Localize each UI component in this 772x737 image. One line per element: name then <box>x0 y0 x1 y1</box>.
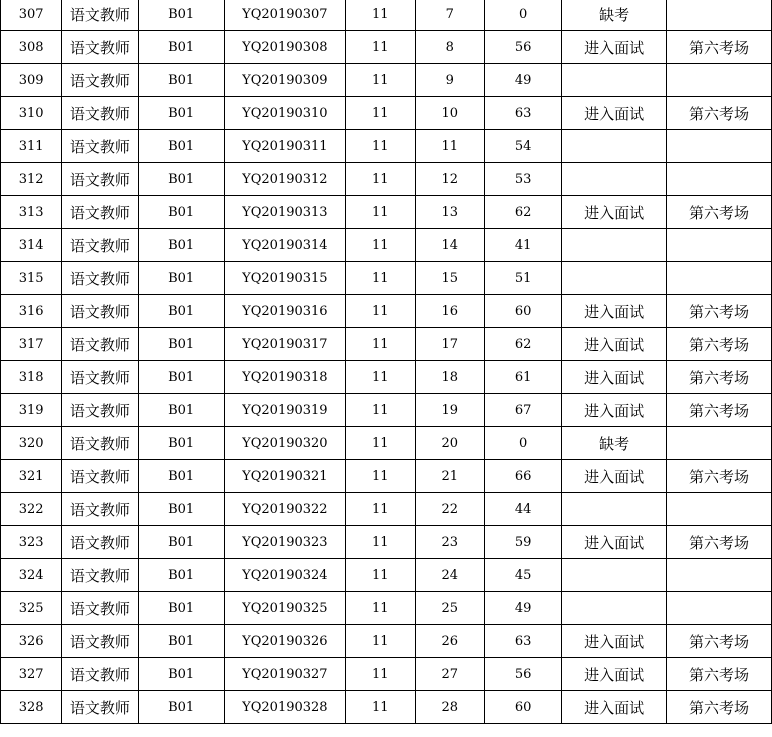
table-row <box>1 361 772 394</box>
seat-number-cell: 8 <box>415 31 485 64</box>
post-code-cell: B01 <box>138 262 224 295</box>
table-body <box>1 0 772 724</box>
seq-cell: 311 <box>1 130 62 163</box>
table-row <box>1 295 772 328</box>
post-cell: 语文教师 <box>62 64 138 97</box>
exam-room-cell: 11 <box>346 163 416 196</box>
score-cell: 44 <box>485 493 562 526</box>
seq-cell: 322 <box>1 493 62 526</box>
ticket-number-cell: YQ20190318 <box>224 361 345 394</box>
interview-venue-cell <box>667 163 772 196</box>
exam-room-cell: 11 <box>346 328 416 361</box>
seq-cell: 327 <box>1 658 62 691</box>
post-code-cell: B01 <box>138 460 224 493</box>
table-row <box>1 97 772 130</box>
seat-number-cell: 9 <box>415 64 485 97</box>
ticket-number-cell: YQ20190314 <box>224 229 345 262</box>
status-cell: 进入面试 <box>562 361 667 394</box>
ticket-number-cell: YQ20190319 <box>224 394 345 427</box>
exam-room-cell: 11 <box>346 361 416 394</box>
seat-number-cell: 14 <box>415 229 485 262</box>
score-cell: 49 <box>485 64 562 97</box>
exam-room-cell: 11 <box>346 658 416 691</box>
interview-venue-cell <box>667 130 772 163</box>
score-cell: 63 <box>485 97 562 130</box>
post-code-cell: B01 <box>138 493 224 526</box>
exam-room-cell: 11 <box>346 0 416 31</box>
score-cell: 56 <box>485 31 562 64</box>
exam-room-cell: 11 <box>346 625 416 658</box>
seat-number-cell: 11 <box>415 130 485 163</box>
post-code-cell: B01 <box>138 625 224 658</box>
seat-number-cell: 20 <box>415 427 485 460</box>
score-cell: 59 <box>485 526 562 559</box>
status-cell: 进入面试 <box>562 328 667 361</box>
table-row <box>1 493 772 526</box>
seq-cell: 319 <box>1 394 62 427</box>
score-cell: 53 <box>485 163 562 196</box>
seat-number-cell: 10 <box>415 97 485 130</box>
ticket-number-cell: YQ20190328 <box>224 691 345 724</box>
post-cell: 语文教师 <box>62 262 138 295</box>
post-code-cell: B01 <box>138 559 224 592</box>
seq-cell: 326 <box>1 625 62 658</box>
seq-cell: 320 <box>1 427 62 460</box>
post-cell: 语文教师 <box>62 97 138 130</box>
post-cell: 语文教师 <box>62 460 138 493</box>
ticket-number-cell: YQ20190315 <box>224 262 345 295</box>
status-cell <box>562 559 667 592</box>
score-cell: 66 <box>485 460 562 493</box>
seq-cell: 321 <box>1 460 62 493</box>
status-cell <box>562 262 667 295</box>
interview-venue-cell: 第六考场 <box>667 526 772 559</box>
table-row <box>1 262 772 295</box>
ticket-number-cell: YQ20190317 <box>224 328 345 361</box>
status-cell: 进入面试 <box>562 31 667 64</box>
exam-room-cell: 11 <box>346 31 416 64</box>
seat-number-cell: 17 <box>415 328 485 361</box>
status-cell <box>562 592 667 625</box>
table-row <box>1 196 772 229</box>
seq-cell: 318 <box>1 361 62 394</box>
post-code-cell: B01 <box>138 97 224 130</box>
exam-room-cell: 11 <box>346 559 416 592</box>
ticket-number-cell: YQ20190309 <box>224 64 345 97</box>
post-cell: 语文教师 <box>62 361 138 394</box>
ticket-number-cell: YQ20190311 <box>224 130 345 163</box>
post-cell: 语文教师 <box>62 427 138 460</box>
interview-venue-cell <box>667 262 772 295</box>
exam-room-cell: 11 <box>346 691 416 724</box>
post-cell: 语文教师 <box>62 0 138 31</box>
seq-cell: 315 <box>1 262 62 295</box>
post-code-cell: B01 <box>138 0 224 31</box>
seat-number-cell: 12 <box>415 163 485 196</box>
status-cell: 进入面试 <box>562 658 667 691</box>
interview-venue-cell: 第六考场 <box>667 361 772 394</box>
status-cell: 进入面试 <box>562 460 667 493</box>
seq-cell: 309 <box>1 64 62 97</box>
ticket-number-cell: YQ20190313 <box>224 196 345 229</box>
table-row <box>1 460 772 493</box>
exam-room-cell: 11 <box>346 130 416 163</box>
table-row <box>1 328 772 361</box>
seq-cell: 312 <box>1 163 62 196</box>
ticket-number-cell: YQ20190307 <box>224 0 345 31</box>
seat-number-cell: 24 <box>415 559 485 592</box>
table-row <box>1 64 772 97</box>
score-cell: 56 <box>485 658 562 691</box>
status-cell: 缺考 <box>562 0 667 31</box>
exam-room-cell: 11 <box>346 262 416 295</box>
status-cell <box>562 64 667 97</box>
post-code-cell: B01 <box>138 394 224 427</box>
post-cell: 语文教师 <box>62 658 138 691</box>
post-cell: 语文教师 <box>62 229 138 262</box>
post-cell: 语文教师 <box>62 328 138 361</box>
table-row <box>1 31 772 64</box>
post-cell: 语文教师 <box>62 526 138 559</box>
interview-venue-cell: 第六考场 <box>667 31 772 64</box>
table-row <box>1 394 772 427</box>
score-cell: 41 <box>485 229 562 262</box>
seat-number-cell: 18 <box>415 361 485 394</box>
table-row <box>1 0 772 31</box>
exam-room-cell: 11 <box>346 295 416 328</box>
status-cell: 进入面试 <box>562 295 667 328</box>
seat-number-cell: 25 <box>415 592 485 625</box>
ticket-number-cell: YQ20190324 <box>224 559 345 592</box>
table-row <box>1 427 772 460</box>
seat-number-cell: 7 <box>415 0 485 31</box>
post-code-cell: B01 <box>138 229 224 262</box>
post-cell: 语文教师 <box>62 394 138 427</box>
post-code-cell: B01 <box>138 31 224 64</box>
status-cell <box>562 229 667 262</box>
seq-cell: 308 <box>1 31 62 64</box>
score-cell: 51 <box>485 262 562 295</box>
interview-venue-cell: 第六考场 <box>667 295 772 328</box>
seq-cell: 325 <box>1 592 62 625</box>
interview-venue-cell <box>667 0 772 31</box>
post-code-cell: B01 <box>138 130 224 163</box>
seq-cell: 310 <box>1 97 62 130</box>
post-cell: 语文教师 <box>62 559 138 592</box>
seq-cell: 317 <box>1 328 62 361</box>
seat-number-cell: 27 <box>415 658 485 691</box>
post-cell: 语文教师 <box>62 592 138 625</box>
seat-number-cell: 15 <box>415 262 485 295</box>
ticket-number-cell: YQ20190327 <box>224 658 345 691</box>
seq-cell: 307 <box>1 0 62 31</box>
interview-venue-cell <box>667 559 772 592</box>
post-cell: 语文教师 <box>62 625 138 658</box>
exam-room-cell: 11 <box>346 196 416 229</box>
seat-number-cell: 26 <box>415 625 485 658</box>
status-cell: 进入面试 <box>562 526 667 559</box>
post-code-cell: B01 <box>138 64 224 97</box>
post-cell: 语文教师 <box>62 493 138 526</box>
score-cell: 49 <box>485 592 562 625</box>
status-cell: 进入面试 <box>562 394 667 427</box>
ticket-number-cell: YQ20190325 <box>224 592 345 625</box>
seat-number-cell: 21 <box>415 460 485 493</box>
score-cell: 60 <box>485 691 562 724</box>
score-cell: 60 <box>485 295 562 328</box>
interview-venue-cell <box>667 493 772 526</box>
table-row <box>1 526 772 559</box>
post-cell: 语文教师 <box>62 196 138 229</box>
post-code-cell: B01 <box>138 592 224 625</box>
ticket-number-cell: YQ20190308 <box>224 31 345 64</box>
ticket-number-cell: YQ20190326 <box>224 625 345 658</box>
seq-cell: 324 <box>1 559 62 592</box>
post-code-cell: B01 <box>138 328 224 361</box>
status-cell: 进入面试 <box>562 97 667 130</box>
post-cell: 语文教师 <box>62 163 138 196</box>
score-cell: 0 <box>485 0 562 31</box>
post-code-cell: B01 <box>138 427 224 460</box>
ticket-number-cell: YQ20190320 <box>224 427 345 460</box>
table-row <box>1 691 772 724</box>
seat-number-cell: 19 <box>415 394 485 427</box>
seq-cell: 323 <box>1 526 62 559</box>
post-cell: 语文教师 <box>62 130 138 163</box>
table-row <box>1 625 772 658</box>
exam-room-cell: 11 <box>346 526 416 559</box>
seq-cell: 314 <box>1 229 62 262</box>
score-cell: 67 <box>485 394 562 427</box>
status-cell <box>562 493 667 526</box>
ticket-number-cell: YQ20190310 <box>224 97 345 130</box>
post-cell: 语文教师 <box>62 31 138 64</box>
ticket-number-cell: YQ20190321 <box>224 460 345 493</box>
interview-venue-cell: 第六考场 <box>667 625 772 658</box>
score-cell: 62 <box>485 196 562 229</box>
status-cell: 进入面试 <box>562 196 667 229</box>
table-row <box>1 163 772 196</box>
interview-venue-cell <box>667 427 772 460</box>
table-row <box>1 592 772 625</box>
table-row <box>1 130 772 163</box>
seat-number-cell: 13 <box>415 196 485 229</box>
status-cell: 缺考 <box>562 427 667 460</box>
interview-venue-cell: 第六考场 <box>667 394 772 427</box>
ticket-number-cell: YQ20190323 <box>224 526 345 559</box>
post-code-cell: B01 <box>138 163 224 196</box>
status-cell: 进入面试 <box>562 691 667 724</box>
exam-room-cell: 11 <box>346 427 416 460</box>
interview-venue-cell: 第六考场 <box>667 97 772 130</box>
score-cell: 0 <box>485 427 562 460</box>
exam-room-cell: 11 <box>346 64 416 97</box>
ticket-number-cell: YQ20190322 <box>224 493 345 526</box>
interview-venue-cell <box>667 229 772 262</box>
interview-venue-cell: 第六考场 <box>667 691 772 724</box>
table-row <box>1 229 772 262</box>
seat-number-cell: 16 <box>415 295 485 328</box>
status-cell: 进入面试 <box>562 625 667 658</box>
score-cell: 62 <box>485 328 562 361</box>
seat-number-cell: 28 <box>415 691 485 724</box>
score-cell: 61 <box>485 361 562 394</box>
interview-venue-cell <box>667 592 772 625</box>
ticket-number-cell: YQ20190312 <box>224 163 345 196</box>
exam-room-cell: 11 <box>346 493 416 526</box>
post-code-cell: B01 <box>138 361 224 394</box>
seat-number-cell: 23 <box>415 526 485 559</box>
post-cell: 语文教师 <box>62 295 138 328</box>
exam-room-cell: 11 <box>346 229 416 262</box>
interview-venue-cell <box>667 64 772 97</box>
interview-venue-cell: 第六考场 <box>667 196 772 229</box>
interview-venue-cell: 第六考场 <box>667 460 772 493</box>
interview-venue-cell: 第六考场 <box>667 658 772 691</box>
status-cell <box>562 130 667 163</box>
exam-room-cell: 11 <box>346 460 416 493</box>
post-code-cell: B01 <box>138 196 224 229</box>
score-cell: 54 <box>485 130 562 163</box>
post-code-cell: B01 <box>138 658 224 691</box>
seq-cell: 316 <box>1 295 62 328</box>
seat-number-cell: 22 <box>415 493 485 526</box>
score-cell: 45 <box>485 559 562 592</box>
post-code-cell: B01 <box>138 691 224 724</box>
ticket-number-cell: YQ20190316 <box>224 295 345 328</box>
status-cell <box>562 163 667 196</box>
table-row <box>1 559 772 592</box>
post-code-cell: B01 <box>138 526 224 559</box>
exam-room-cell: 11 <box>346 97 416 130</box>
interview-venue-cell: 第六考场 <box>667 328 772 361</box>
exam-room-cell: 11 <box>346 394 416 427</box>
post-cell: 语文教师 <box>62 691 138 724</box>
seq-cell: 313 <box>1 196 62 229</box>
exam-room-cell: 11 <box>346 592 416 625</box>
table-row <box>1 658 772 691</box>
seq-cell: 328 <box>1 691 62 724</box>
score-cell: 63 <box>485 625 562 658</box>
post-code-cell: B01 <box>138 295 224 328</box>
